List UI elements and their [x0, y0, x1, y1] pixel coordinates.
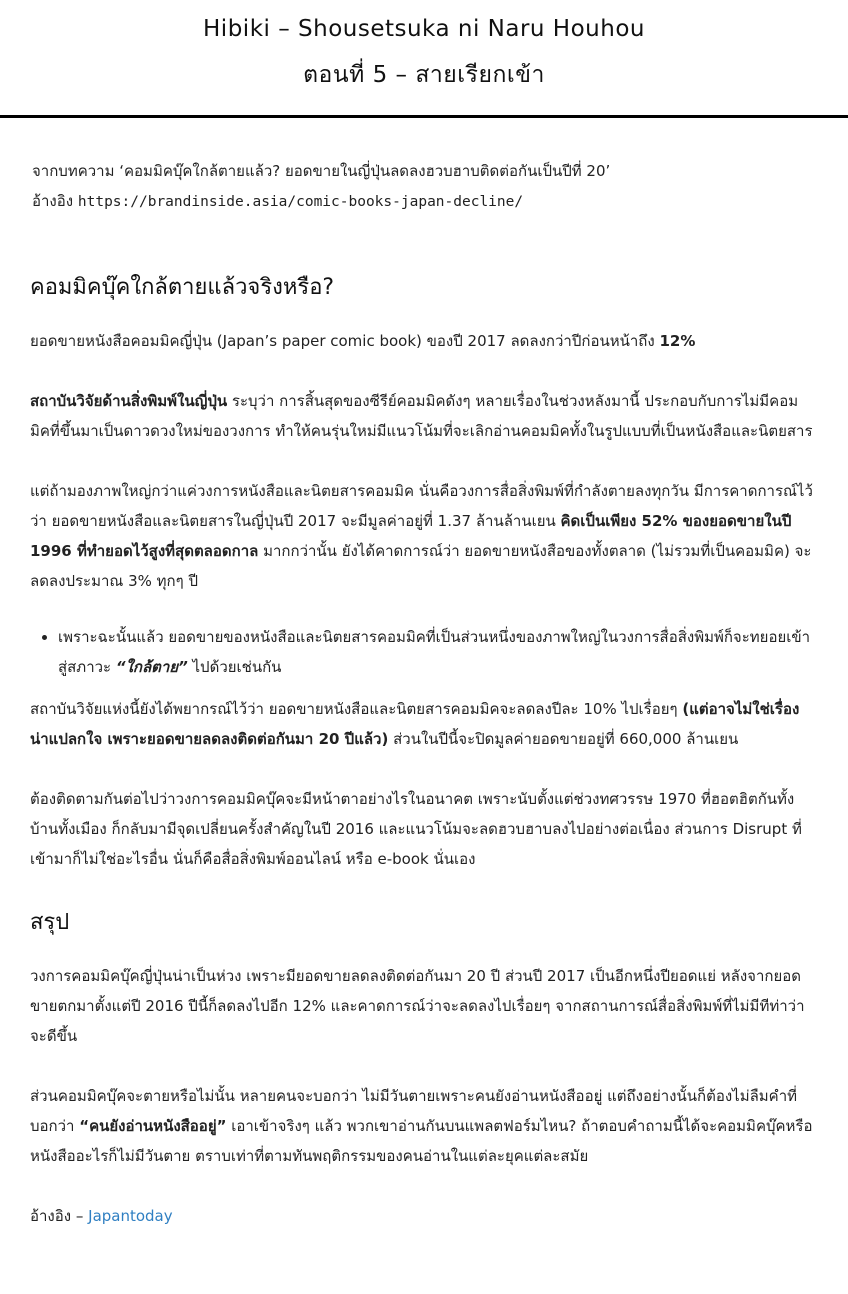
paragraph-conclusion: [30, 1081, 814, 1171]
source-ref-url[interactable]: https://brandinside.asia/comic-books-japan-decline/: [77, 194, 524, 210]
bullet-bold: “ใกล้ตาย”: [115, 658, 188, 676]
bullet-item: [58, 622, 814, 682]
chapter-header: [0, 0, 848, 118]
paragraph-sales-drop: [30, 326, 814, 356]
source-ref-label: อ้างอิง: [32, 192, 74, 210]
paragraph-text: ส่วนในปีนี้จะปิดมูลค่ายอดขายอยู่ที่ 660,000 ล้านเยน: [388, 730, 739, 748]
paragraph-text: เอาเข้าจริงๆ แล้ว พวกเขาอ่านกันบนแพลตฟอร์มไหน? ถ้าตอบคำถามนี้ได้จะคอมมิคบุ๊คหรือหนังสืออะไรก็ไม่มีวันตาย ตราบเท่าที่ตามทันพฤติกรรมของคนอ่านในแต่ละยุคแต่ละสมัย: [30, 1117, 813, 1165]
paragraph-text: แต่ถ้ามองภาพใหญ่กว่าแค่วงการหนังสือและนิตยสารคอมมิค นั่นคือวงการสื่อสิ่งพิมพ์ที่กำลังตายลงทุกวัน มีการคาดการณ์ไว้ว่า ยอดขายหนังสือและนิตยสารในญี่ปุ่นปี 2017 จะมีมูลค่าอยู่ที่ 1.37 ล้านล้านเยน: [30, 482, 813, 530]
paragraph-research-institute: [30, 386, 814, 446]
reference-label: อ้างอิง –: [30, 1207, 84, 1225]
bullet-text: เพราะฉะนั้นแล้ว ยอดขายของหนังสือและนิตยสารคอมมิคที่เป็นส่วนหนึ่งของภาพใหญ่ในวงการสื่อสิ่งพิมพ์ก็จะทยอยเข้าสู่สภาวะ: [58, 628, 811, 676]
paragraph-text: มากกว่านั้น ยังได้คาดการณ์ว่า ยอดขายหนังสือของทั้งตลาด (ไม่รวมที่เป็นคอมมิค) จะลดลงประมาณ 3% ทุกๆ ปี: [30, 542, 812, 590]
paragraph-forecast: [30, 694, 814, 754]
paragraph-future: ต้องติดตามกันต่อไปว่าวงการคอมมิคบุ๊คจะมีหน้าตาอย่างไรในอนาคต เพราะนับตั้งแต่ช่วงทศวรรษ 1970 ที่ฮอตฮิตกันทั้งบ้านทั้งเมือง ก็กลับมามีจุดเปลี่ยนครั้งสำคัญในปี 2016 และแนวโน้มจะลดฮวบฮาบลงไปอย่างต่อเนื่อง ส่วนการ Disrupt ที่เข้ามาก็ไม่ใช่อะไรอื่น นั่นก็คือสื่อสิ่งพิมพ์ออนไลน์ หรือ e-book นั่นเอง: [30, 790, 802, 868]
chapter-title: ตอนที่ 5 – สายเรียกเข้า: [303, 62, 545, 88]
article-body: [0, 156, 848, 1231]
paragraph-summary: วงการคอมมิคบุ๊คญี่ปุ่นน่าเป็นห่วง เพราะมียอดขายลดลงติดต่อกันมา 20 ปี ส่วนปี 2017 เป็นอีกหนึ่งปียอดแย่ หลังจากยอดขายตกมาตั้งแต่ปี 2016 ปีนี้ก็ลดลงไปอีก 12% และคาดการณ์ว่าจะลดลงไปเรื่อยๆ จากสถานการณ์สื่อสิ่งพิมพ์ที่ไม่มีทีท่าว่าจะดีขึ้น: [30, 967, 805, 1045]
bullet-text: ไปด้วยเช่นกัน: [187, 658, 282, 676]
paragraph-text: สถาบันวิจัยแห่งนี้ยังได้พยากรณ์ไว้ว่า ยอดขายหนังสือและนิตยสารคอมมิคจะลดลงปีละ 10% ไปเรื่อยๆ: [30, 700, 683, 718]
paragraph-publishing-industry: [30, 476, 814, 596]
bullet-list: [30, 622, 814, 682]
source-note: [32, 156, 814, 217]
paragraph-text: ส่วนคอมมิคบุ๊คจะตายหรือไม่นั้น หลายคนจะบอกว่า ไม่มีวันตายเพราะคนยังอ่านหนังสืออยู่ แต่ถึงอย่างนั้นก็ต้องไม่ลืมคำที่บอกว่า: [30, 1087, 798, 1135]
section-heading-comic-dying: คอมมิคบุ๊คใกล้ตายแล้วจริงหรือ?: [30, 275, 335, 300]
paragraph-bold: “คนยังอ่านหนังสืออยู่”: [79, 1117, 227, 1135]
paragraph-text: ระบุว่า การสิ้นสุดของซีรีย์คอมมิคดังๆ หลายเรื่องในช่วงหลังมานี้ ประกอบกับการไม่มีคอมมิคที่ขึ้นมาเป็นดาวดวงใหม่ของวงการ ทำให้คนรุ่นใหม่มีแนวโน้มที่จะเลิกอ่านคอมมิคทั้งในรูปแบบที่เป็นหนังสือและนิตยสาร: [30, 392, 813, 440]
paragraph-bold: สถาบันวิจัยด้านสิ่งพิมพ์ในญี่ปุ่น: [30, 392, 228, 410]
series-title: Hibiki – Shousetsuka ni Naru Houhou: [203, 16, 645, 42]
paragraph-bold: คิดเป็นเพียง 52% ของยอดขายในปี 1996 ที่ทำยอดไว้สูงที่สุดตลอดกาล: [30, 512, 792, 560]
source-title: จากบทความ ‘คอมมิคบุ๊คใกล้ตายแล้ว? ยอดขายในญี่ปุ่นลดลงฮวบฮาบติดต่อกันเป็นปีที่ 20’: [32, 162, 611, 180]
section-heading-summary: สรุป: [30, 910, 70, 935]
reference-line: [30, 1201, 814, 1231]
paragraph-bold: 12%: [659, 332, 696, 350]
paragraph-text: ยอดขายหนังสือคอมมิคญี่ปุ่น (Japan’s paper comic book) ของปี 2017 ลดลงกว่าปีก่อนหน้าถึง: [30, 332, 660, 350]
source-reference: [32, 186, 814, 217]
paragraph-bold: (แต่อาจไม่ใช่เรื่องน่าแปลกใจ เพราะยอดขายลดลงติดต่อกันมา 20 ปีแล้ว): [30, 700, 800, 748]
reference-link[interactable]: Japantoday: [88, 1207, 173, 1225]
